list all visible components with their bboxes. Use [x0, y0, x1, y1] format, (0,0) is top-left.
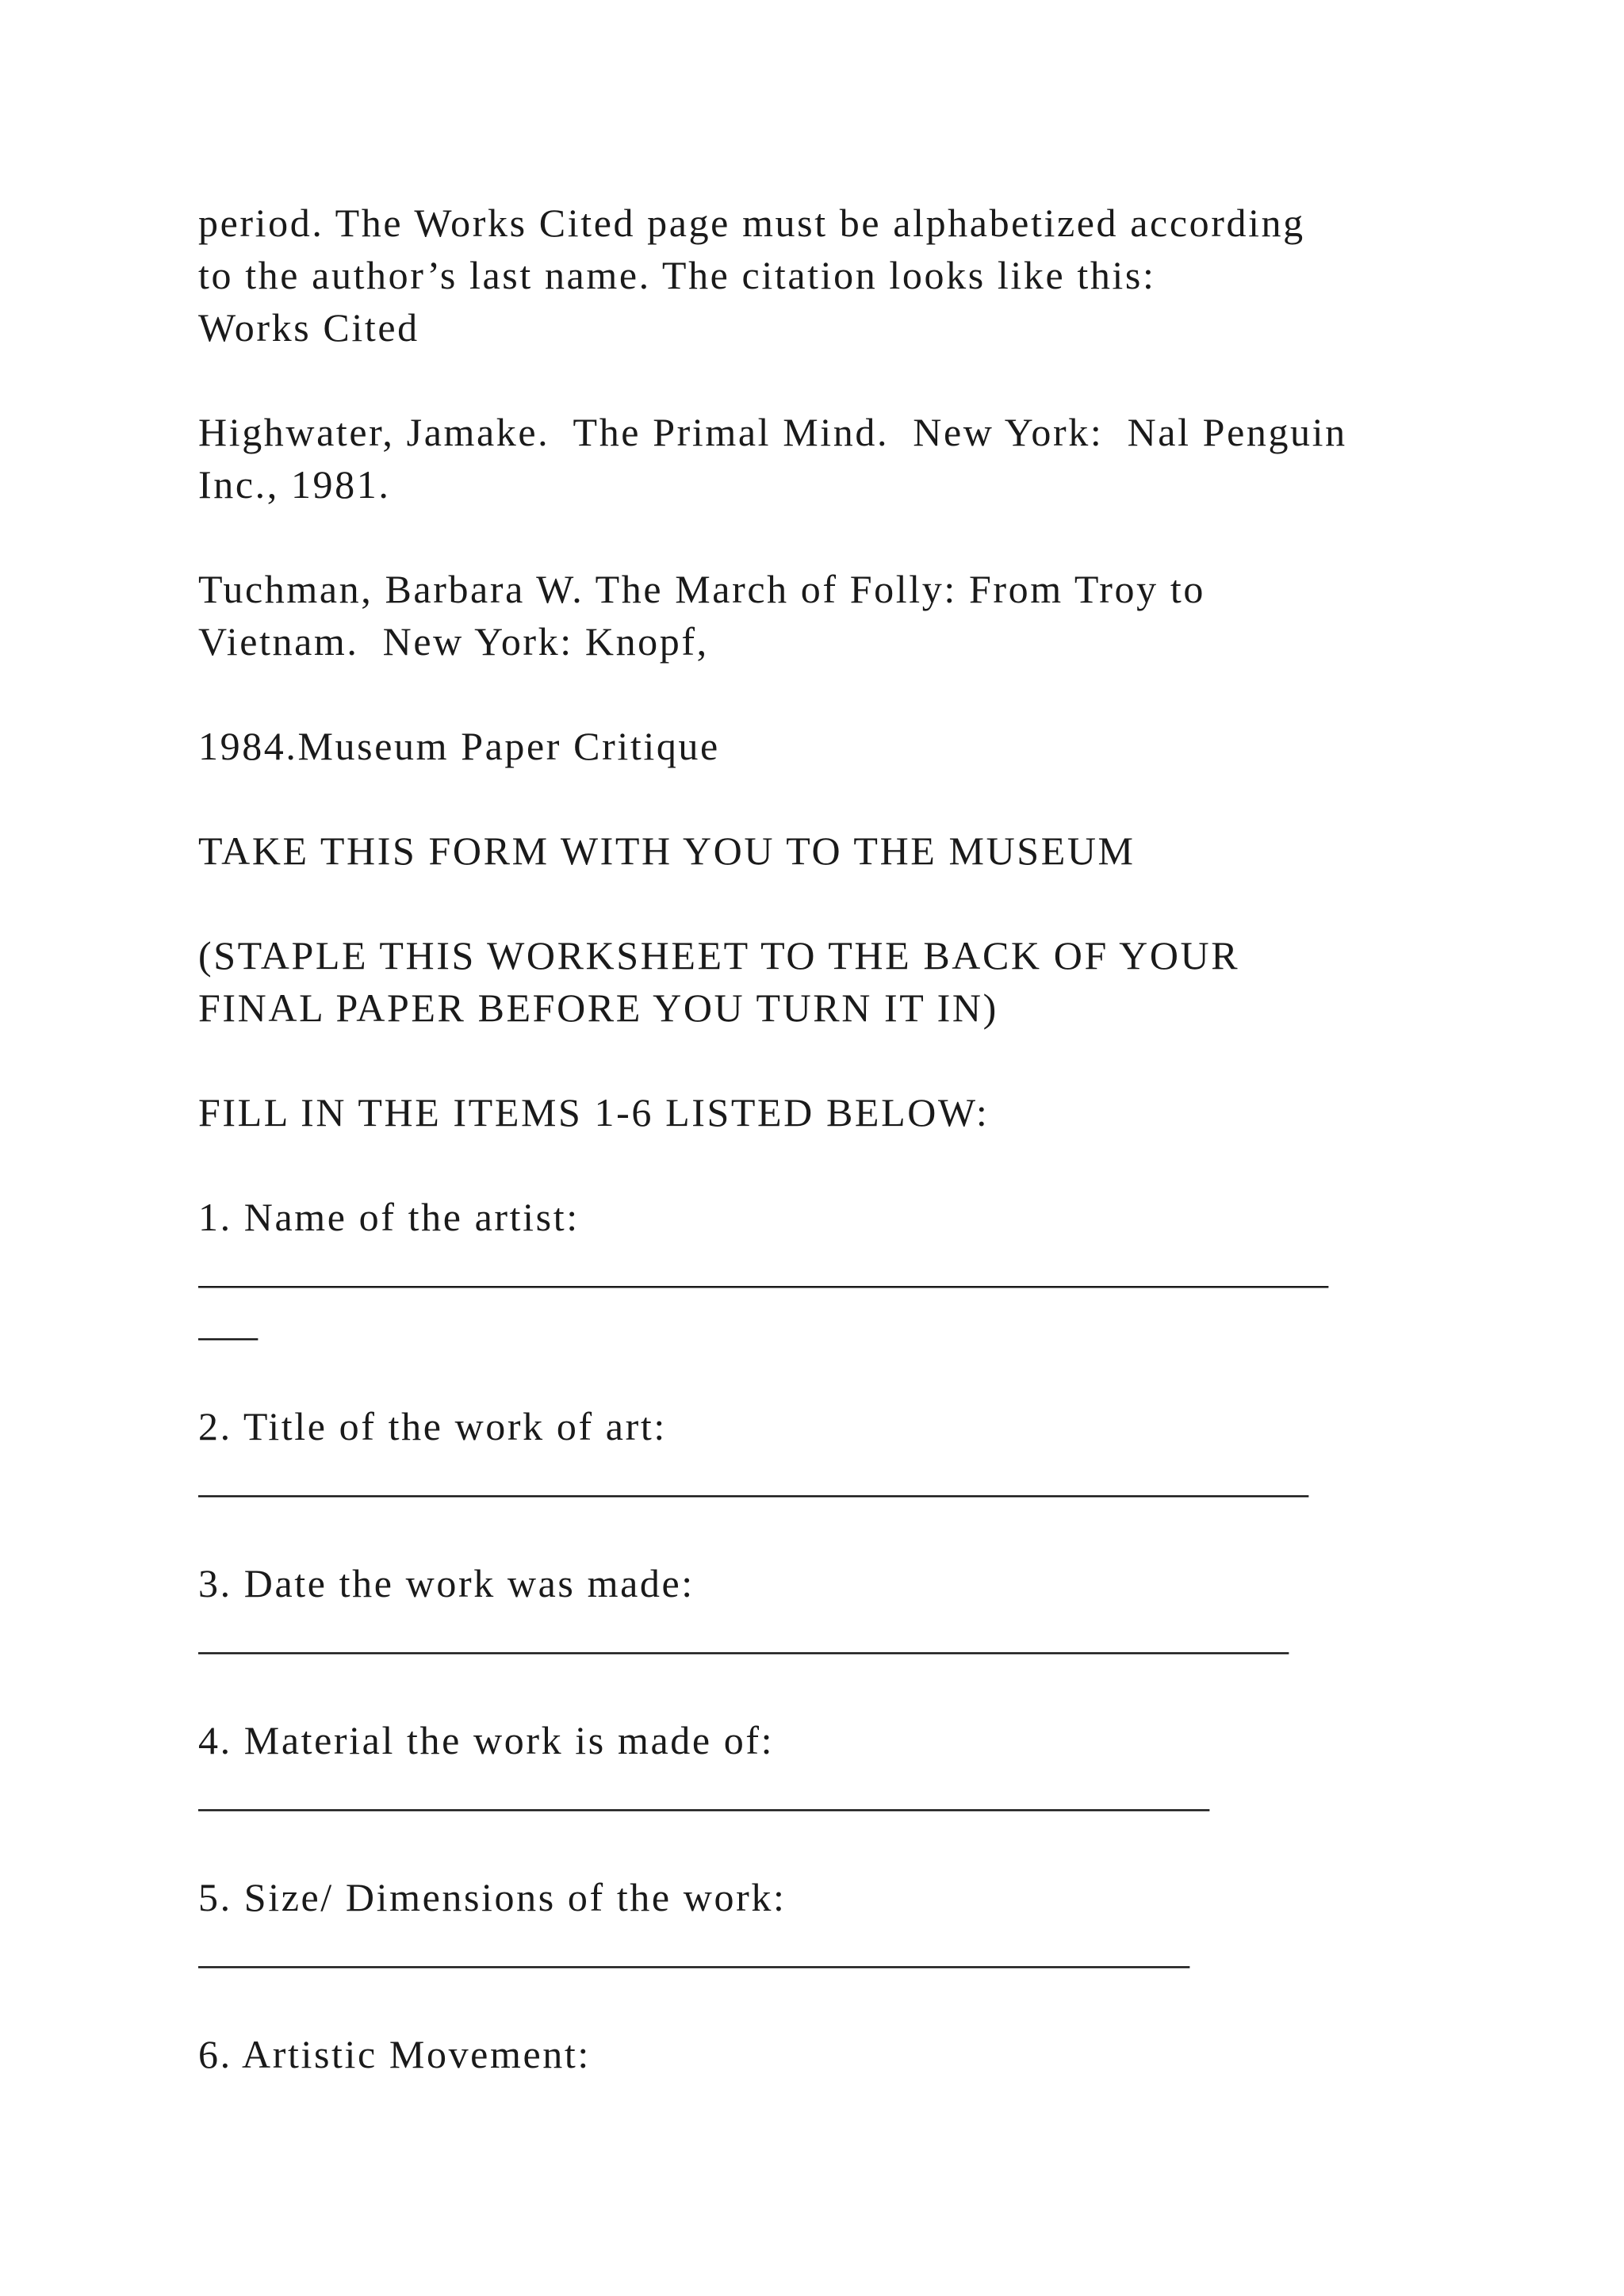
spacer [198, 1034, 1435, 1086]
form-item-material [198, 1714, 1435, 1819]
take-form-instruction: TAKE THIS FORM WITH YOU TO THE MUSEUM [198, 828, 1136, 873]
spacer [198, 1662, 1435, 1714]
spacer [198, 511, 1435, 563]
fill-in-blank[interactable]: __________________________________________________ [198, 1927, 1189, 1972]
intro-line: to the author’s last name. The citation looks like this: [198, 253, 1156, 297]
citation-line: Inc., 1981. [198, 462, 391, 507]
fill-in-blank[interactable]: ___________________________________________________ [198, 1770, 1209, 1815]
staple-line: (STAPLE THIS WORKSHEET TO THE BACK OF YOUR [198, 933, 1240, 978]
item-label: 4. Material the work is made of: [198, 1718, 775, 1762]
spacer [198, 1505, 1435, 1557]
spacer [198, 1138, 1435, 1191]
citation-entry [198, 563, 1435, 668]
spacer [198, 668, 1435, 720]
spacer [198, 354, 1435, 406]
spacer [198, 1348, 1435, 1400]
form-item-title [198, 1400, 1435, 1505]
citation-entry [198, 406, 1435, 511]
critique-title: 1984.Museum Paper Critique [198, 724, 720, 768]
item-label: 1. Name of the artist: [198, 1195, 580, 1239]
spacer [198, 1819, 1435, 1871]
fill-in-blank[interactable]: _________________________________________________________ [198, 1247, 1328, 1292]
form-item-artist-name [198, 1191, 1435, 1348]
form-item-date [198, 1557, 1435, 1662]
form-item-size [198, 1871, 1435, 1976]
form-item-movement [198, 2028, 1435, 2080]
fill-in-blank[interactable]: _______________________________________________________ [198, 1613, 1289, 1658]
citation-line: Vietnam. New York: Knopf, [198, 619, 709, 664]
intro-paragraph [198, 197, 1435, 354]
spacer [198, 877, 1435, 929]
fill-in-instruction: FILL IN THE ITEMS 1-6 LISTED BELOW: [198, 1090, 990, 1135]
spacer [198, 772, 1435, 825]
works-cited-heading: Works Cited [198, 305, 419, 350]
staple-instruction [198, 929, 1435, 1034]
item-label: 3. Date the work was made: [198, 1561, 695, 1605]
citation-line: Highwater, Jamake. The Primal Mind. New York: Nal Penguin [198, 410, 1347, 454]
fill-in-blank[interactable]: ________________________________________________________ [198, 1456, 1308, 1501]
item-label: 5. Size/ Dimensions of the work: [198, 1875, 787, 1919]
item-label: 6. Artistic Movement: [198, 2032, 591, 2076]
fill-in-blank[interactable]: ___ [198, 1299, 258, 1344]
item-label: 2. Title of the work of art: [198, 1404, 667, 1448]
citation-line: Tuchman, Barbara W. The March of Folly: From Troy to [198, 567, 1205, 611]
intro-line: period. The Works Cited page must be alphabetized according [198, 201, 1305, 245]
document-page [198, 197, 1435, 2080]
spacer [198, 1976, 1435, 2028]
staple-line: FINAL PAPER BEFORE YOU TURN IT IN) [198, 985, 998, 1030]
